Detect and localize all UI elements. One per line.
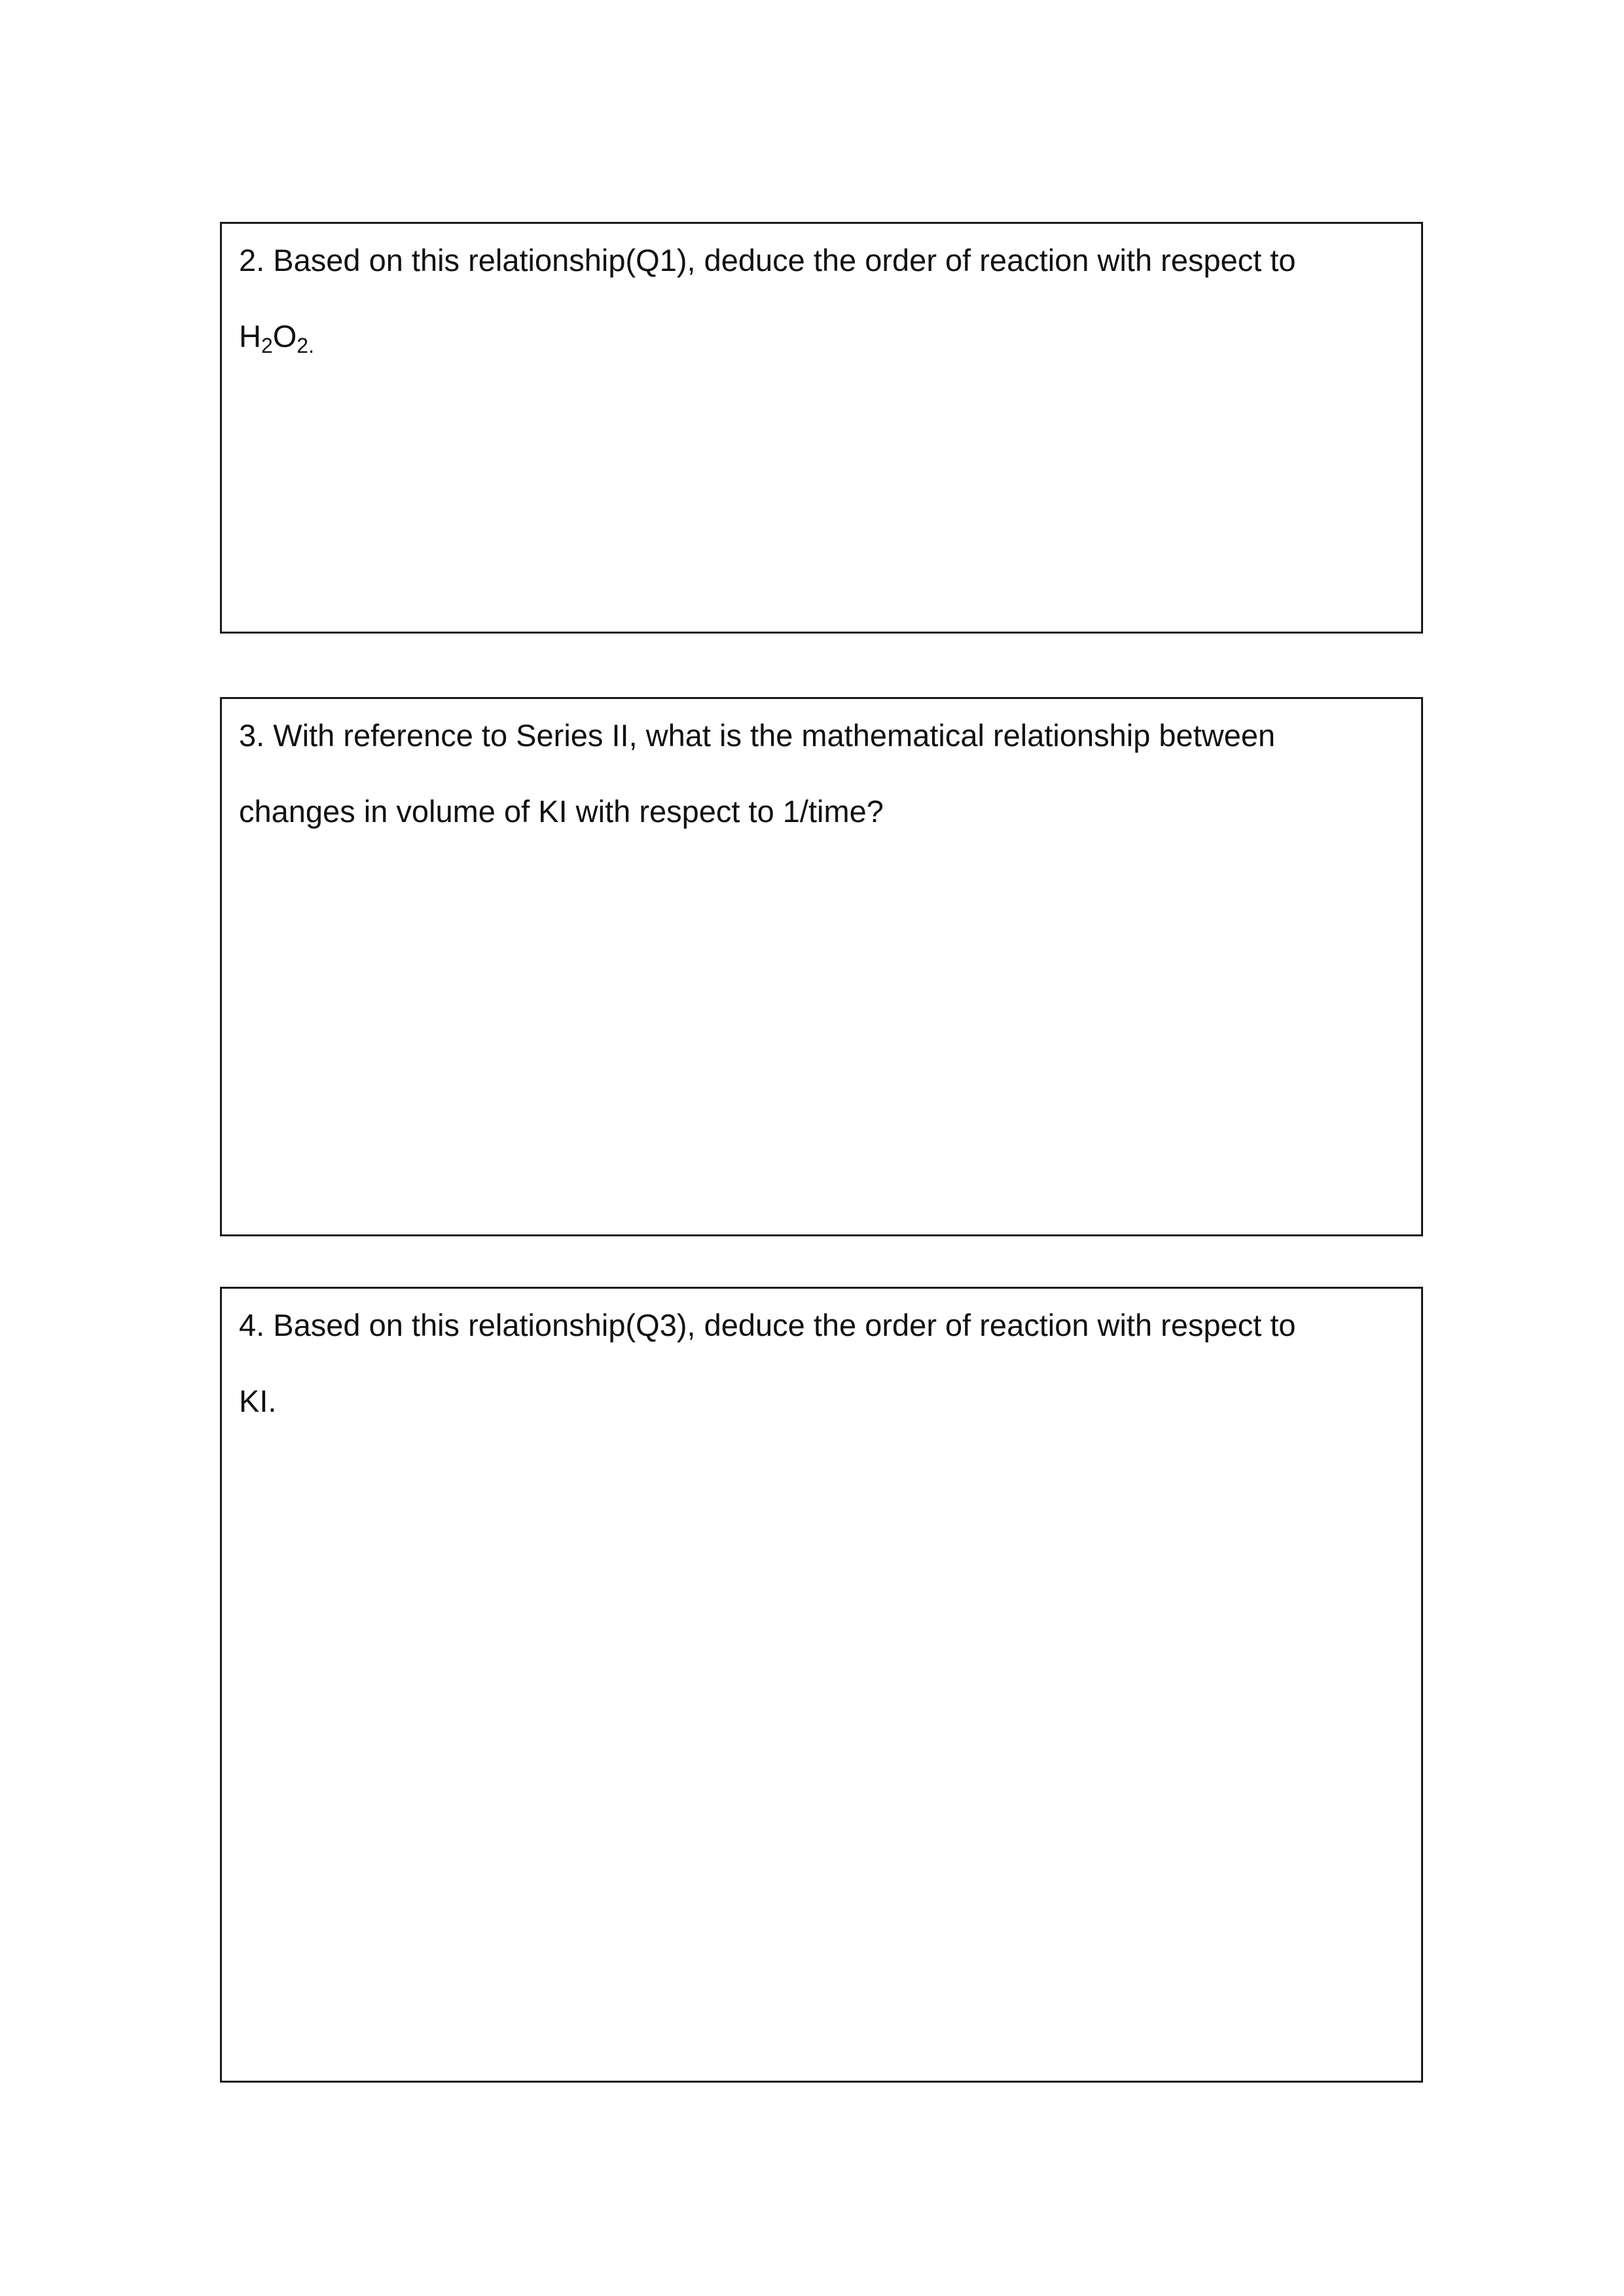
- question-2-text: 2. Based on this relationship(Q1), deduce the order of reaction with respect to: [239, 243, 1296, 278]
- formula-o: O: [272, 319, 297, 353]
- question-3-box: [220, 697, 1423, 1236]
- question-3-text-line-1: 3. With reference to Series II, what is the mathematical relationship between: [239, 718, 1276, 753]
- formula-h-subscript: 2: [261, 333, 273, 357]
- question-2-formula: [239, 298, 1404, 374]
- question-3-text-line-2: changes in volume of KI with respect to 1/time?: [239, 794, 884, 829]
- formula-h: H: [239, 319, 261, 353]
- question-4-text-line-2: KI.: [239, 1384, 277, 1418]
- formula-o-subscript: 2.: [297, 333, 314, 357]
- question-4-box: [220, 1287, 1423, 2083]
- question-2-box: [220, 222, 1423, 634]
- question-4-text-line-1: 4. Based on this relationship(Q3), deduce the order of reaction with respect to: [239, 1308, 1296, 1342]
